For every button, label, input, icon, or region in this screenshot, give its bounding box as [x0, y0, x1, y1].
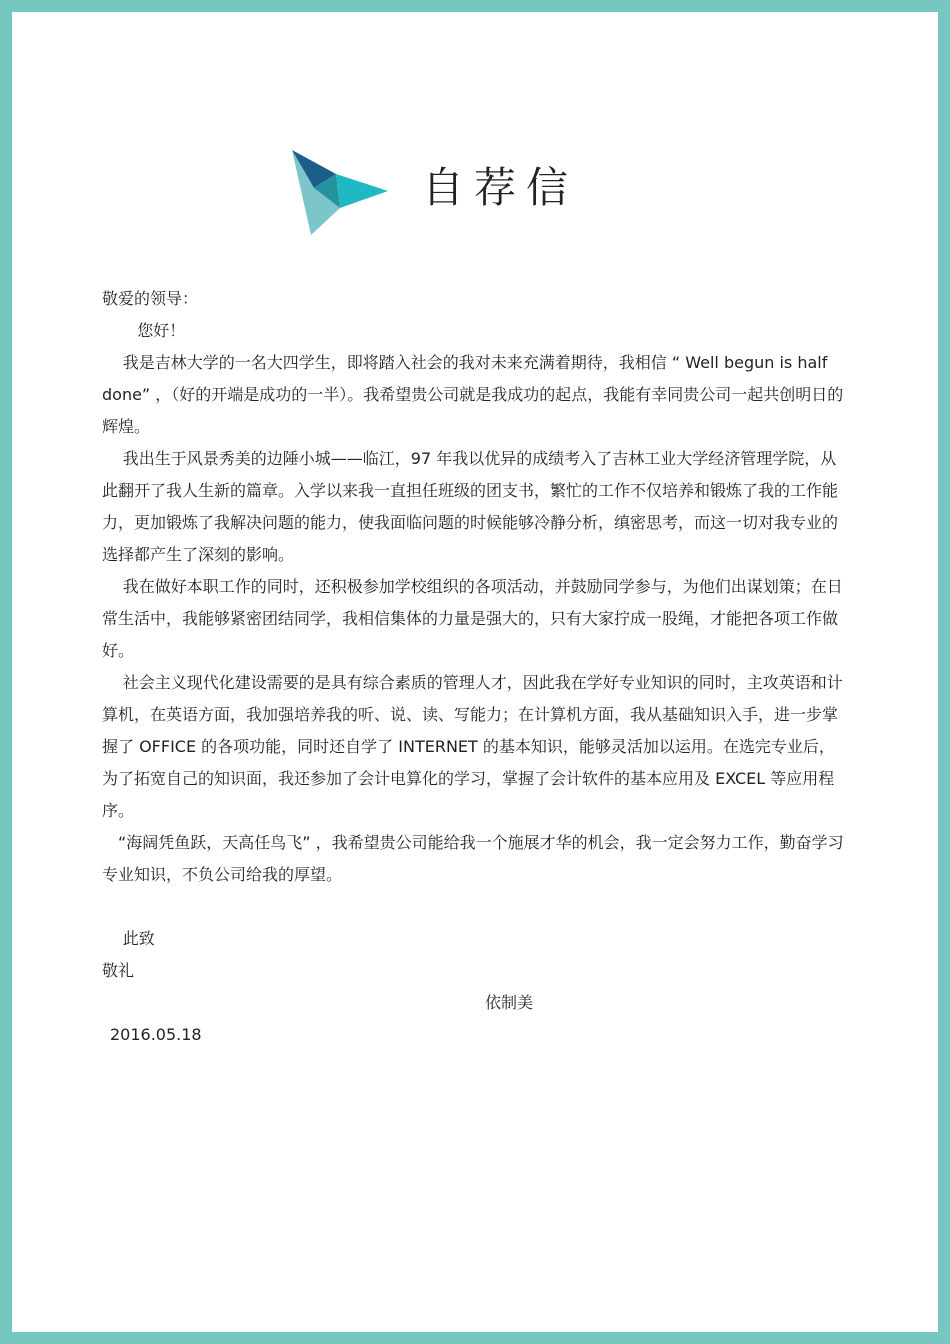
paragraph: 我出生于风景秀美的边陲小城——临江，97 年我以优异的成绩考入了吉林工业大学经济管理学院，从此翻开了我人生新的篇章。入学以来我一直担任班级的团支书，繁忙的工作不仅培养和锻炼了我的工作能力，更加锻炼了我解决问题的能力，使我面临问题的时候能够冷静分析，缜密思考，而这一切对我专业的选择都产生了深刻的影响。 [102, 449, 839, 564]
paragraph: “海阔凭鱼跃，天高任鸟飞” ，我希望贵公司能给我一个施展才华的机会，我一定会努力工作，勤奋学习专业知识，不负公司给我的厚望。 [102, 833, 844, 884]
salutation: 敬爱的领导： [102, 289, 199, 308]
greeting: 您好！ [137, 321, 186, 340]
logo-title: 自荐信 [422, 163, 579, 212]
header-logo [292, 137, 592, 247]
paragraph: 我是吉林大学的一名大四学生，即将踏入社会的我对未来充满着期待，我相信 “ Well begun is half done” ，（好的开端是成功的一半）。我希望贵公司就是我成功的起点，我能有幸同贵公司一起共创明日的辉煌。 [102, 353, 844, 436]
paragraph: 我在做好本职工作的同时，还积极参加学校组织的各项活动，并鼓励同学参与，为他们出谋划策；在日常生活中，我能够紧密团结同学，我相信集体的力量是强大的，只有大家拧成一股绳，才能把各项工作做好。 [102, 577, 843, 660]
letter-body [102, 283, 850, 1051]
letter-page [12, 12, 938, 1332]
date: 2016.05.18 [110, 1025, 202, 1044]
closing-line-2: 敬礼 [102, 961, 135, 980]
paragraph: 社会主义现代化建设需要的是具有综合素质的管理人才，因此我在学好专业知识的同时，主攻英语和计算机，在英语方面，我加强培养我的听、说、读、写能力；在计算机方面，我从基础知识入手，进一步掌握了 OFFICE 的各项功能，同时还自学了 INTERNET 的基本知识，能够灵活加以运用。在选完专业后，为了拓宽自己的知识面，我还参加了会计电算化的学习，掌握了会计软件的基本应用及 EXCEL 等应用程序。 [102, 673, 843, 820]
spacer [102, 891, 850, 923]
closing-line-1: 此致 [122, 929, 155, 948]
signature: 依制美 [485, 993, 534, 1012]
play-triangle-logo-icon [292, 137, 392, 237]
